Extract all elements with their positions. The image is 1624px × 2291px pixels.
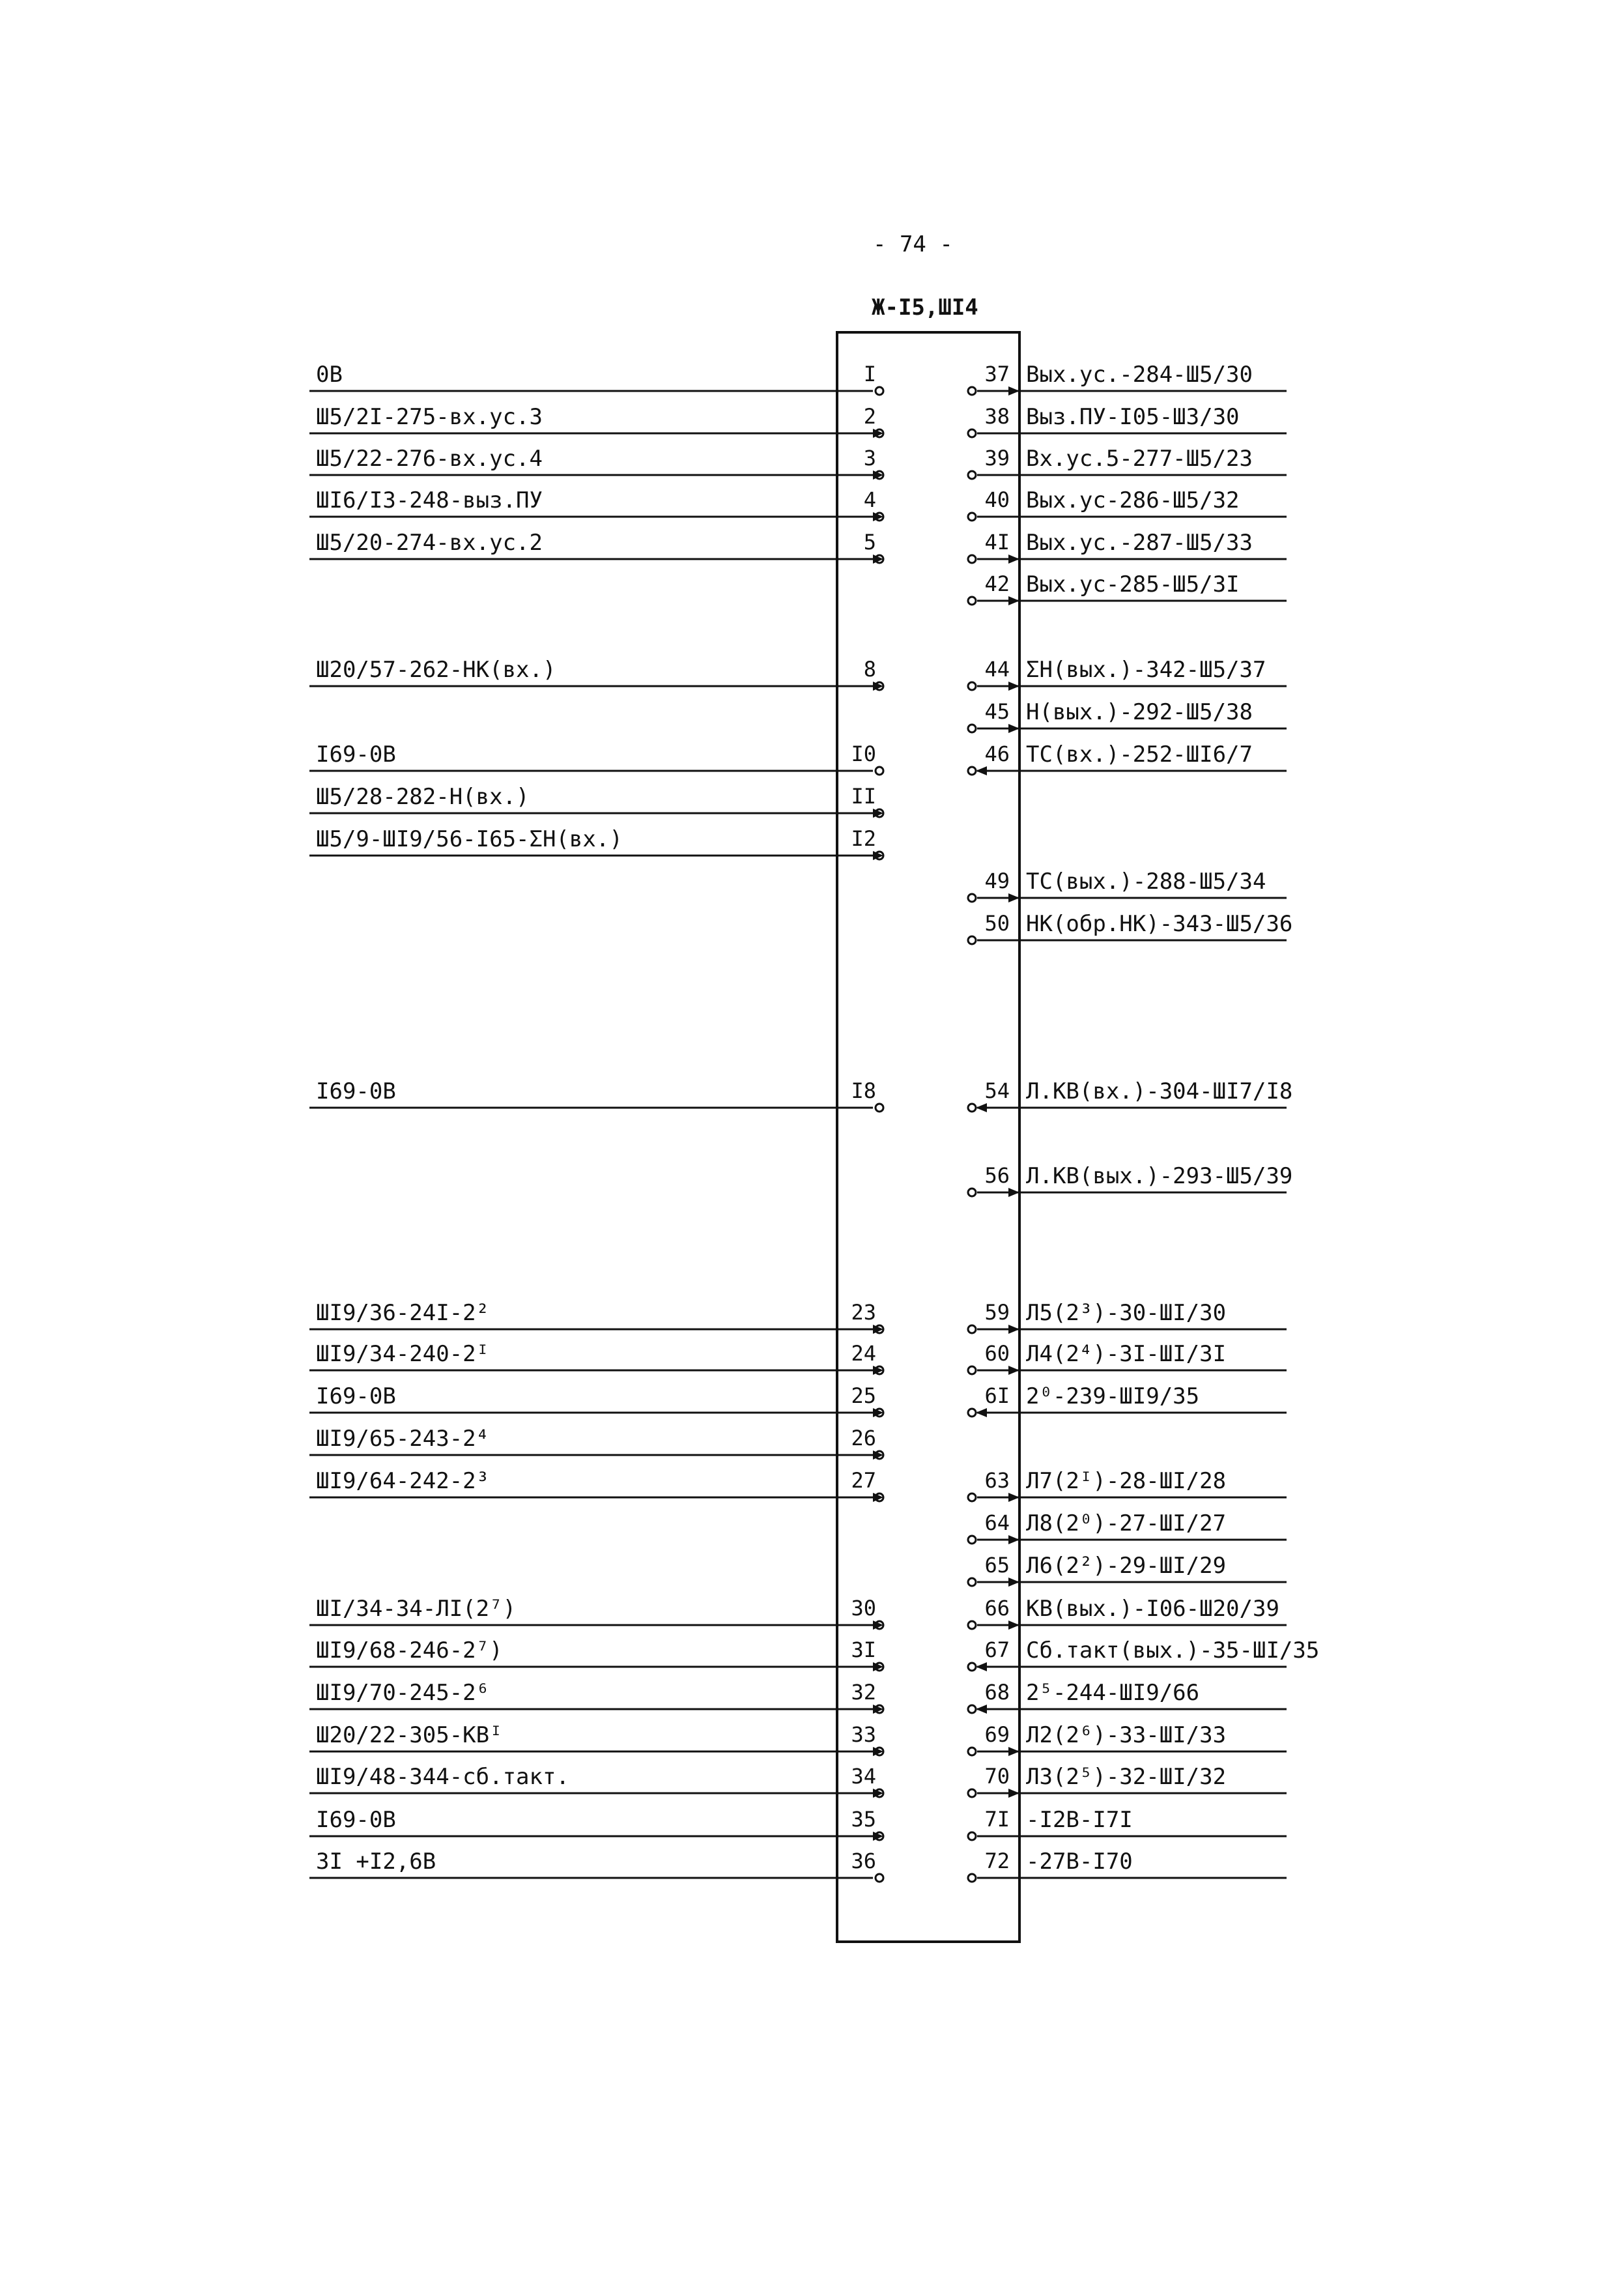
left-pin-contact	[876, 387, 883, 395]
left-wire-label: 0B	[316, 362, 343, 388]
left-wire-label: Ш5/22-276-вх.ус.4	[316, 446, 543, 472]
right-wire-label: Л.КВ(вых.)-293-Ш5/39	[1026, 1163, 1293, 1189]
right-pin-number: 44	[984, 657, 1010, 682]
left-wire-label: ШI9/36-24I-2²	[316, 1300, 490, 1326]
left-wire-label: Ш5/9-ШI9/56-I65-ΣН(вх.)	[316, 826, 623, 852]
right-wire-label: КВ(вых.)-I06-Ш20/39	[1026, 1596, 1279, 1622]
right-arrow-out	[1008, 893, 1019, 902]
left-wire-label: ШI9/70-245-2⁶	[316, 1680, 490, 1706]
right-wire-label: Вых.ус-285-Ш5/3I	[1026, 571, 1240, 598]
right-pin-contact	[968, 1325, 976, 1333]
left-pin-number: II	[851, 784, 876, 809]
right-wire-label: Сб.такт(вых.)-35-ШI/35	[1026, 1637, 1320, 1664]
right-pin-number: 46	[984, 742, 1010, 766]
right-pin-contact	[968, 597, 976, 605]
page-number: - 74 -	[873, 231, 953, 257]
left-wire-label: ШI9/64-242-2³	[316, 1468, 490, 1494]
right-pin-contact	[968, 1705, 976, 1713]
right-arrow-out	[1008, 1789, 1019, 1798]
left-pin-number: I0	[851, 742, 876, 766]
left-wire-label: Ш20/57-262-НК(вх.)	[316, 657, 556, 683]
right-pin-contact	[968, 725, 976, 732]
right-pin-number: 66	[984, 1596, 1010, 1621]
left-wire-label: I69-0B	[316, 1807, 396, 1833]
right-pin-contact	[968, 1621, 976, 1629]
right-pin-contact	[968, 1874, 976, 1882]
left-wire-label: I69-0B	[316, 1383, 396, 1409]
right-arrow-out	[1008, 1747, 1019, 1756]
right-pin-number: 60	[984, 1341, 1010, 1366]
right-pin-number: 45	[984, 699, 1010, 724]
right-wire-label: Л8(2⁰)-27-ШI/27	[1026, 1510, 1227, 1536]
left-pin-number: I	[863, 362, 876, 386]
left-pin-number: 23	[851, 1300, 876, 1325]
right-pin-number: 69	[984, 1722, 1010, 1747]
right-wire-label: ТС(вых.)-288-Ш5/34	[1026, 869, 1266, 895]
right-wire-label: Вых.ус.-284-Ш5/30	[1026, 362, 1253, 388]
right-wire-label: -27B-I70	[1026, 1849, 1133, 1875]
left-pin-number: 25	[851, 1383, 876, 1408]
left-wire-label: ШI/34-34-ЛI(2⁷)	[316, 1596, 517, 1622]
right-arrow-in	[976, 1103, 987, 1112]
right-arrow-out	[1008, 1535, 1019, 1544]
right-pin-contact	[968, 555, 976, 563]
right-pin-contact	[968, 1832, 976, 1840]
right-arrow-out	[1008, 682, 1019, 691]
right-pin-number: 72	[984, 1849, 1010, 1873]
right-pin-contact	[968, 1789, 976, 1797]
left-wire-label: I69-0B	[316, 1078, 396, 1104]
right-pin-number: 64	[984, 1510, 1010, 1535]
right-arrow-in	[976, 1662, 987, 1671]
right-arrow-out	[1008, 1366, 1019, 1375]
right-pin-number: 59	[984, 1300, 1010, 1325]
right-pin-contact	[968, 429, 976, 437]
right-arrow-out	[1008, 1493, 1019, 1502]
right-pin-number: 49	[984, 869, 1010, 893]
right-arrow-out	[1008, 724, 1019, 733]
right-pin-number: 68	[984, 1680, 1010, 1705]
right-pin-number: 54	[984, 1078, 1010, 1103]
left-pin-number: I2	[851, 826, 876, 851]
right-wire-label: Л5(2³)-30-ШI/30	[1026, 1300, 1227, 1326]
right-pin-number: 39	[984, 446, 1010, 470]
right-arrow-out	[1008, 1325, 1019, 1334]
right-pin-contact	[968, 1748, 976, 1755]
left-pin-number: 3	[863, 446, 876, 470]
left-pin-number: 2	[863, 404, 876, 429]
right-pin-number: 4I	[984, 530, 1010, 555]
right-arrow-in	[976, 1408, 987, 1417]
right-wire-label: ТС(вх.)-252-ШI6/7	[1026, 742, 1253, 768]
right-wire-label: Вых.ус-286-Ш5/32	[1026, 487, 1240, 513]
left-pin-number: 8	[863, 657, 876, 682]
left-wire-label: ШI9/68-246-2⁷)	[316, 1637, 503, 1664]
right-arrow-out	[1008, 1578, 1019, 1587]
left-pin-number: 30	[851, 1596, 876, 1621]
left-pin-number: 24	[851, 1341, 876, 1366]
right-wire-label: -I2B-I7I	[1026, 1807, 1133, 1833]
connector-title: Ж-I5,ШI4	[872, 295, 978, 321]
right-wire-label: ΣН(вых.)-342-Ш5/37	[1026, 657, 1266, 683]
right-pin-contact	[968, 936, 976, 944]
left-pin-number: 36	[851, 1849, 876, 1873]
right-pin-contact	[968, 767, 976, 775]
right-arrow-out	[1008, 1188, 1019, 1197]
right-wire-label: Л6(2²)-29-ШI/29	[1026, 1553, 1227, 1579]
right-pin-number: 40	[984, 487, 1010, 512]
right-pin-contact	[968, 1409, 976, 1417]
left-pin-number: 27	[851, 1468, 876, 1493]
right-pin-contact	[968, 471, 976, 479]
right-wire-label: Л2(2⁶)-33-ШI/33	[1026, 1722, 1227, 1748]
right-pin-contact	[968, 1536, 976, 1544]
right-arrow-out	[1008, 1621, 1019, 1630]
left-wire-label: Ш5/20-274-вх.ус.2	[316, 530, 543, 556]
left-wire-label: ШI9/65-243-2⁴	[316, 1426, 490, 1452]
right-wire-label: 2⁵-244-ШI9/66	[1026, 1680, 1200, 1706]
right-pin-number: 56	[984, 1163, 1010, 1188]
left-wire-label: Ш20/22-305-КВᴵ	[316, 1722, 503, 1748]
right-wire-label: Выз.ПУ-I05-Ш3/30	[1026, 404, 1240, 430]
right-pin-contact	[968, 1578, 976, 1586]
left-wire-label: Ш5/28-282-Н(вх.)	[316, 784, 530, 810]
left-pin-number: 3I	[851, 1637, 876, 1662]
left-wire-label: ШI9/48-344-сб.такт.	[316, 1764, 569, 1790]
right-wire-label: Л7(2ᴵ)-28-ШI/28	[1026, 1468, 1227, 1494]
right-wire-label: Л.КВ(вх.)-304-ШI7/I8	[1026, 1078, 1293, 1104]
right-pin-contact	[968, 387, 976, 395]
right-arrow-out	[1008, 555, 1019, 564]
right-wire-label: Л4(2⁴)-3I-ШI/3I	[1026, 1341, 1227, 1367]
left-wire-label: ЗI +I2,6B	[316, 1849, 436, 1875]
right-pin-number: 38	[984, 404, 1010, 429]
left-pin-number: 35	[851, 1807, 876, 1832]
left-pin-number: 32	[851, 1680, 876, 1705]
left-pin-contact	[876, 1104, 883, 1112]
right-arrow-in	[976, 766, 987, 775]
right-pin-number: 7I	[984, 1807, 1010, 1832]
right-pin-contact	[968, 1104, 976, 1112]
right-pin-contact	[968, 1366, 976, 1374]
right-pin-contact	[968, 1663, 976, 1671]
left-pin-number: 4	[863, 487, 876, 512]
right-pin-contact	[968, 1493, 976, 1501]
right-pin-number: 42	[984, 571, 1010, 596]
left-wire-label: I69-0B	[316, 742, 396, 768]
left-pin-contact	[876, 1874, 883, 1882]
left-wire-label: Ш5/2I-275-вх.ус.3	[316, 404, 543, 430]
right-pin-number: 70	[984, 1764, 1010, 1789]
right-wire-label: Вх.ус.5-277-Ш5/23	[1026, 446, 1253, 472]
left-pin-number: I8	[851, 1078, 876, 1103]
left-pin-number: 33	[851, 1722, 876, 1747]
right-pin-contact	[968, 894, 976, 902]
right-arrow-out	[1008, 386, 1019, 396]
right-arrow-out	[1008, 596, 1019, 605]
right-wire-label: НК(обр.НК)-343-Ш5/36	[1026, 911, 1293, 937]
left-wire-label: ШI6/I3-248-выз.ПУ	[316, 487, 543, 513]
right-arrow-in	[976, 1705, 987, 1714]
right-wire-label: Н(вых.)-292-Ш5/38	[1026, 699, 1253, 725]
right-pin-contact	[968, 1189, 976, 1196]
right-pin-contact	[968, 513, 976, 521]
right-wire-label: Вых.ус.-287-Ш5/33	[1026, 530, 1253, 556]
right-pin-contact	[968, 682, 976, 690]
left-pin-number: 26	[851, 1426, 876, 1450]
left-pin-contact	[876, 767, 883, 775]
right-pin-number: 63	[984, 1468, 1010, 1493]
left-pin-number: 34	[851, 1764, 876, 1789]
left-pin-number: 5	[863, 530, 876, 555]
left-wire-label: ШI9/34-240-2ᴵ	[316, 1341, 490, 1367]
right-pin-number: 6I	[984, 1383, 1010, 1408]
right-pin-number: 65	[984, 1553, 1010, 1578]
right-wire-label: 2⁰-239-ШI9/35	[1026, 1383, 1200, 1409]
right-pin-number: 67	[984, 1637, 1010, 1662]
right-pin-number: 50	[984, 911, 1010, 936]
right-wire-label: Л3(2⁵)-32-ШI/32	[1026, 1764, 1227, 1790]
right-pin-number: 37	[984, 362, 1010, 386]
